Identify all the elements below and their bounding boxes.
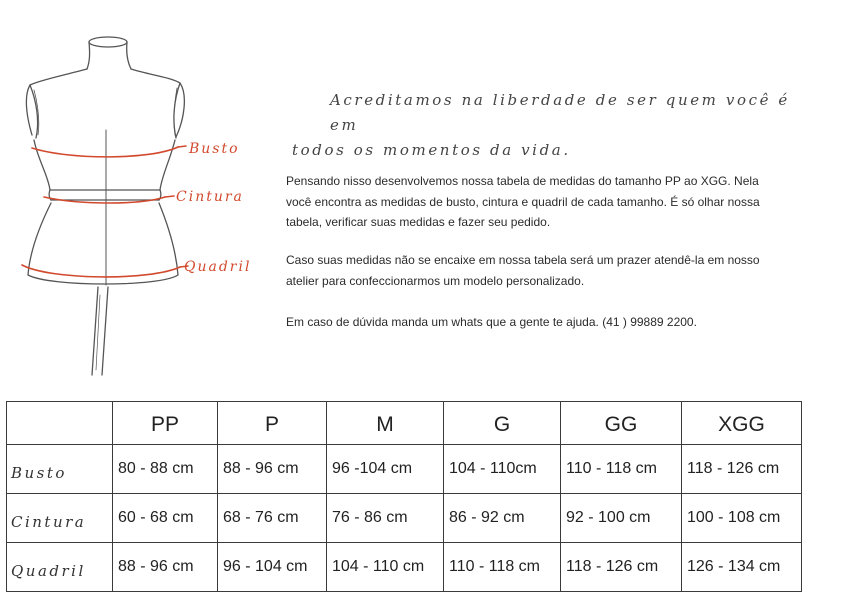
table-cell: 118 - 126 cm	[682, 445, 802, 494]
row-label-cintura: Cintura	[7, 494, 113, 543]
table-cell: 88 - 96 cm	[113, 543, 218, 592]
table-cell: 76 - 86 cm	[327, 494, 444, 543]
table-header-row	[7, 402, 802, 445]
table-cell: 96 -104 cm	[327, 445, 444, 494]
size-header: PP	[113, 402, 218, 445]
table-cell: 110 - 118 cm	[444, 543, 561, 592]
size-header: XGG	[682, 402, 802, 445]
table-cell: 88 - 96 cm	[218, 445, 327, 494]
row-label-quadril: Quadril	[7, 543, 113, 592]
size-header: G	[444, 402, 561, 445]
size-header: P	[218, 402, 327, 445]
table-cell: 110 - 118 cm	[561, 445, 682, 494]
intro-paragraph-2: Caso suas medidas não se encaixe em nossa tabela será um prazer atendê-la em nosso atelier para confeccionarmos um modelo personalizado.	[286, 253, 760, 288]
table-cell: 80 - 88 cm	[113, 445, 218, 494]
table-cell: 92 - 100 cm	[561, 494, 682, 543]
table-cell: 68 - 76 cm	[218, 494, 327, 543]
intro-paragraph-1: Pensando nisso desenvolvemos nossa tabela de medidas do tamanho PP ao XGG. Nela você encontra as medidas de busto, cintura e quadril de cada tamanho. É só olhar nossa tabela, verificar suas medidas e fazer seu pedido.	[286, 174, 760, 229]
size-header: GG	[561, 402, 682, 445]
table-cell: 100 - 108 cm	[682, 494, 802, 543]
table-cell: 104 - 110cm	[444, 445, 561, 494]
tagline-line-2: todos os momentos da vida.	[292, 141, 571, 159]
tagline	[292, 88, 822, 163]
table-cell: 104 - 110 cm	[327, 543, 444, 592]
table-cell: 60 - 68 cm	[113, 494, 218, 543]
table-row	[7, 543, 802, 592]
size-header: M	[327, 402, 444, 445]
table-row	[7, 494, 802, 543]
table-cell: 96 - 104 cm	[218, 543, 327, 592]
mannequin-illustration	[10, 25, 270, 385]
size-chart-table	[6, 401, 802, 592]
intro-paragraph-3: Em caso de dúvida manda um whats que a gente te ajuda. (41 ) 99889 2200.	[286, 315, 697, 329]
table-corner-cell	[7, 402, 113, 445]
row-label-busto: Busto	[7, 445, 113, 494]
diagram-label-busto: Busto	[189, 141, 240, 157]
table-row	[7, 445, 802, 494]
diagram-label-quadril: Quadril	[184, 259, 252, 275]
tagline-line-1: Acreditamos na liberdade de ser quem você é em	[330, 91, 790, 134]
table-cell: 86 - 92 cm	[444, 494, 561, 543]
diagram-label-cintura: Cintura	[176, 189, 244, 205]
table-cell: 126 - 134 cm	[682, 543, 802, 592]
table-cell: 118 - 126 cm	[561, 543, 682, 592]
